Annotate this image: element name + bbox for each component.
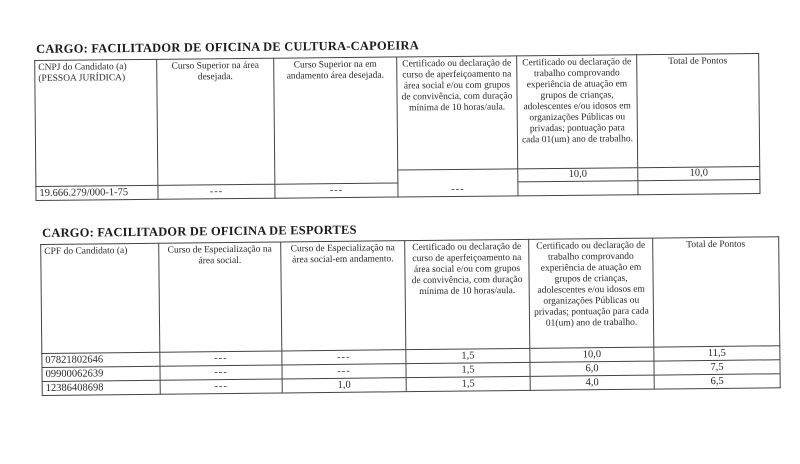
total-value: 6,5	[654, 374, 780, 389]
header-cell: Total de Pontos	[653, 237, 780, 347]
candidate-id: 07821802646	[42, 352, 160, 367]
header-cell: Curso Superior na área desejada.	[157, 58, 275, 185]
header-cell: CPF do Candidato (a)	[41, 243, 160, 353]
section-esportes	[40, 218, 780, 396]
certificado-value: 1,5	[406, 376, 530, 391]
candidate-id: 09900062639	[42, 366, 160, 381]
empty-cell	[638, 180, 760, 195]
header-cell: Certificado ou declaração de trabalho comprovando experiência de atuação em grupos de crianças, adolescentes e/ou idosos em organizações Públicas ou privadas; pontuação para cada 01(um) ano de trabalho.	[517, 55, 638, 169]
total-value: 10,0	[638, 167, 760, 181]
header-cell: Curso de Especialização na área social-em andamento.	[281, 241, 406, 351]
section-title: CARGO: FACILITADOR DE OFICINA DE ESPORTES	[41, 222, 357, 240]
header-cell: Certificado ou declaração de trabalho comprovando experiência de atuação em grupos de crianças, adolescentes e/ou idosos em organizações Públicas ou privadas; pontuação para cada 01(um) ano de trabalho.	[529, 238, 654, 348]
header-cell: Certificado ou declaração de curso de aperfeiçoamento na área social e/ou com grupos de convivência, com duração mínima de 10 horas/aula.	[405, 239, 530, 349]
especializacao-andamento-value: 1,0	[282, 378, 406, 393]
scores-table	[34, 53, 760, 201]
especializacao-andamento-value: ---	[282, 350, 406, 365]
especializacao-value: ---	[160, 379, 282, 394]
experiencia-value: 6,0	[530, 361, 654, 376]
especializacao-andamento-value: ---	[282, 364, 406, 379]
experiencia-value: 10,0	[530, 347, 654, 362]
header-cell: Total de Pontos	[637, 54, 760, 168]
header-cell: CNPJ do Candidato (a) (PESSOA JURÍDICA)	[35, 59, 158, 186]
scores-table	[40, 236, 781, 396]
header-row	[41, 237, 780, 354]
section-capoeira	[34, 35, 759, 201]
empty-cell	[518, 181, 638, 196]
experiencia-value: 4,0	[530, 375, 654, 390]
header-row	[35, 54, 760, 174]
total-value: 7,5	[654, 360, 780, 375]
curso-andamento-value: ---	[275, 183, 398, 198]
certificado-value: ---	[398, 169, 518, 197]
section-title: CARGO: FACILITADOR DE OFICINA DE CULTURA-CAPOEIRA	[35, 38, 419, 56]
header-cell: Curso Superior na em andamento área desejada.	[274, 57, 398, 184]
experiencia-value: 10,0	[518, 168, 638, 182]
header-cell: Certificado ou declaração de curso de aperfeiçoamento na área social e/ou com grupos de convivência, com duração mínima de 10 horas/aula.	[397, 56, 518, 170]
candidate-id: 19.666.279/000-1-75	[36, 185, 158, 200]
certificado-value: 1,5	[406, 362, 530, 377]
curso-superior-value: ---	[158, 184, 275, 199]
candidate-id: 12386408698	[42, 380, 160, 395]
total-value: 11,5	[654, 346, 780, 361]
especializacao-value: ---	[160, 351, 282, 366]
especializacao-value: ---	[160, 365, 282, 380]
header-cell: Curso de Especialização na área social.	[159, 242, 282, 352]
certificado-value: 1,5	[406, 348, 530, 363]
